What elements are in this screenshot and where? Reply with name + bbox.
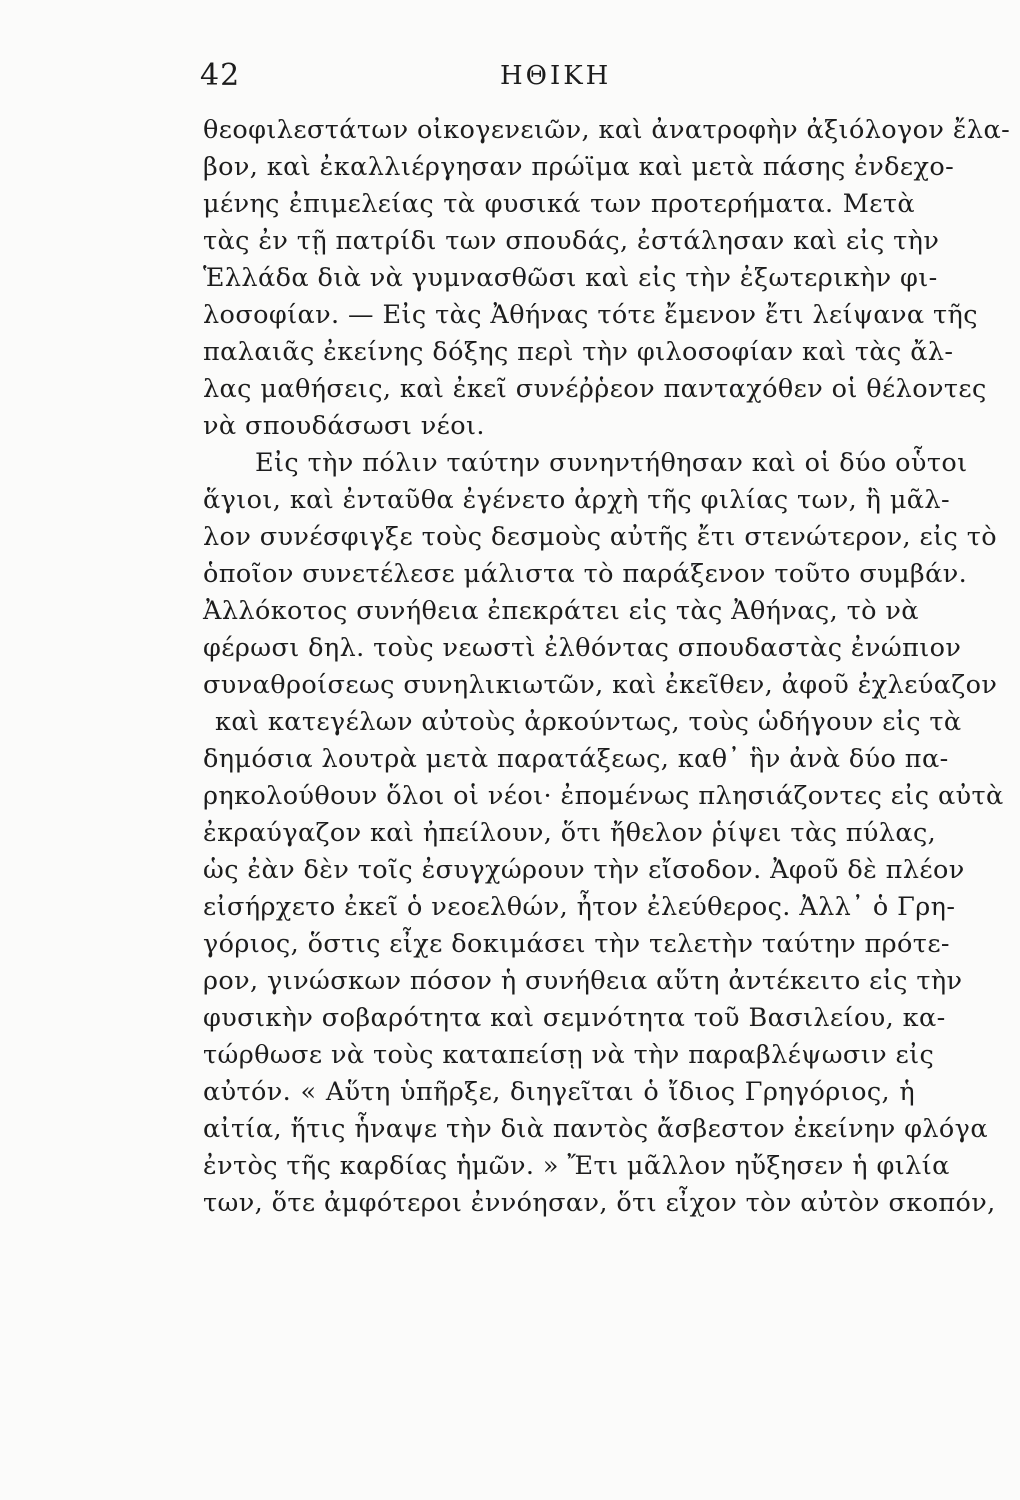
text-line: Ἑλλάδα διὰ νὰ γυμνασθῶσι καὶ εἰς τὴν ἐξωτερικὴν φι-	[203, 263, 938, 293]
text-line: λας μαθήσεις, καὶ ἐκεῖ συνέῤῥεον πανταχόθεν οἱ θέλοντες	[203, 374, 987, 404]
paragraph-end-line: νὰ σπουδάσωσι νέοι.	[203, 411, 485, 441]
text-line: ἐντὸς τῆς καρδίας ἡμῶν. » Ἔτι μᾶλλον ηὔξησεν ἡ φιλία	[203, 1151, 950, 1181]
text-line: ὁποῖον συνετέλεσε μάλιστα τὸ παράξενον τοῦτο συμβάν.	[203, 559, 968, 589]
text-line: ρον, γινώσκων πόσον ἡ συνήθεια αὕτη ἀντέκειτο εἰς τὴν	[203, 966, 963, 996]
text-line: συναθροίσεως συνηλικιωτῶν, καὶ ἐκεῖθεν, ἀφοῦ ἐχλεύαζον	[203, 670, 998, 700]
text-line: των, ὅτε ἀμφότεροι ἐννόησαν, ὅτι εἶχον τὸν αὐτὸν σκοπόν,	[203, 1188, 996, 1218]
text-line: ἐκραύγαζον καὶ ἠπείλουν, ὅτι ἤθελον ῥίψει τὰς πύλας,	[203, 818, 937, 848]
text-line: θεοφιλεστάτων οἰκογενειῶν, καὶ ἀνατροφὴν ἀξιόλογον ἔλα-	[203, 115, 1011, 145]
text-line: ὡς ἐὰν δὲν τοῖς ἐσυγχώρουν τὴν εἴσοδον. Ἀφοῦ δὲ πλέον	[203, 855, 965, 885]
text-line: μένης ἐπιμελείας τὰ φυσικά των προτερήματα. Μετὰ	[203, 189, 915, 219]
text-line: ρηκολούθουν ὅλοι οἱ νέοι· ἐπομένως πλησιάζοντες εἰς αὐτὰ	[203, 781, 1004, 811]
running-head: ΗΘΙΚΗ	[500, 61, 612, 91]
page-number: 42	[200, 58, 241, 93]
text-line: λοσοφίαν. — Εἰς τὰς Ἀθήνας τότε ἔμενον ἔτι λείψανα τῆς	[203, 300, 978, 330]
text-line: αἰτία, ἥτις ἧναψε τὴν διὰ παντὸς ἄσβεστον ἐκείνην φλόγα	[203, 1114, 988, 1144]
text-line: λον συνέσφιγξε τοὺς δεσμοὺς αὐτῆς ἔτι στενώτερον, εἰς τὸ	[203, 522, 997, 552]
text-line: δημόσια λουτρὰ μετὰ παρατάξεως, καθ᾽ ἣν ἀνὰ δύο πα-	[203, 744, 949, 774]
page-header	[200, 56, 920, 96]
text-line: Ἀλλόκοτος συνήθεια ἐπεκράτει εἰς τὰς Ἀθήνας, τὸ νὰ	[203, 596, 919, 626]
text-line: αὐτόν. « Αὕτη ὑπῆρξε, διηγεῖται ὁ ἴδιος Γρηγόριος, ἡ	[203, 1077, 915, 1107]
text-line: εἰσήρχετο ἐκεῖ ὁ νεοελθών, ἦτον ἐλεύθερος. Ἀλλ᾽ ὁ Γρη-	[203, 892, 956, 922]
text-line: καὶ κατεγέλων αὐτοὺς ἀρκούντως, τοὺς ὡδήγουν εἰς τὰ	[215, 707, 962, 737]
paragraph-start-line: Εἰς τὴν πόλιν ταύτην συνηντήθησαν καὶ οἱ δύο οὗτοι	[255, 448, 968, 478]
text-line: φυσικὴν σοβαρότητα καὶ σεμνότητα τοῦ Βασιλείου, κα-	[203, 1003, 946, 1033]
text-line: παλαιᾶς ἐκείνης δόξης περὶ τὴν φιλοσοφίαν καὶ τὰς ἄλ-	[203, 337, 954, 367]
body-text	[203, 112, 1011, 1222]
text-line: βον, καὶ ἐκαλλιέργησαν πρώϊμα καὶ μετὰ πάσης ἐνδεχο-	[203, 152, 955, 182]
text-line: φέρωσι δηλ. τοὺς νεωστὶ ἐλθόντας σπουδαστὰς ἐνώπιον	[203, 633, 962, 663]
text-line: γόριος, ὅστις εἶχε δοκιμάσει τὴν τελετὴν ταύτην πρότε-	[203, 929, 950, 959]
text-line: τὰς ἐν τῇ πατρίδι των σπουδάς, ἐστάλησαν καὶ εἰς τὴν	[203, 226, 940, 256]
text-line: ἅγιοι, καὶ ἐνταῦθα ἐγένετο ἀρχὴ τῆς φιλίας των, ἢ μᾶλ-	[203, 485, 950, 515]
text-line: τώρθωσε νὰ τοὺς καταπείσῃ νὰ τὴν παραβλέψωσιν εἰς	[203, 1040, 935, 1070]
